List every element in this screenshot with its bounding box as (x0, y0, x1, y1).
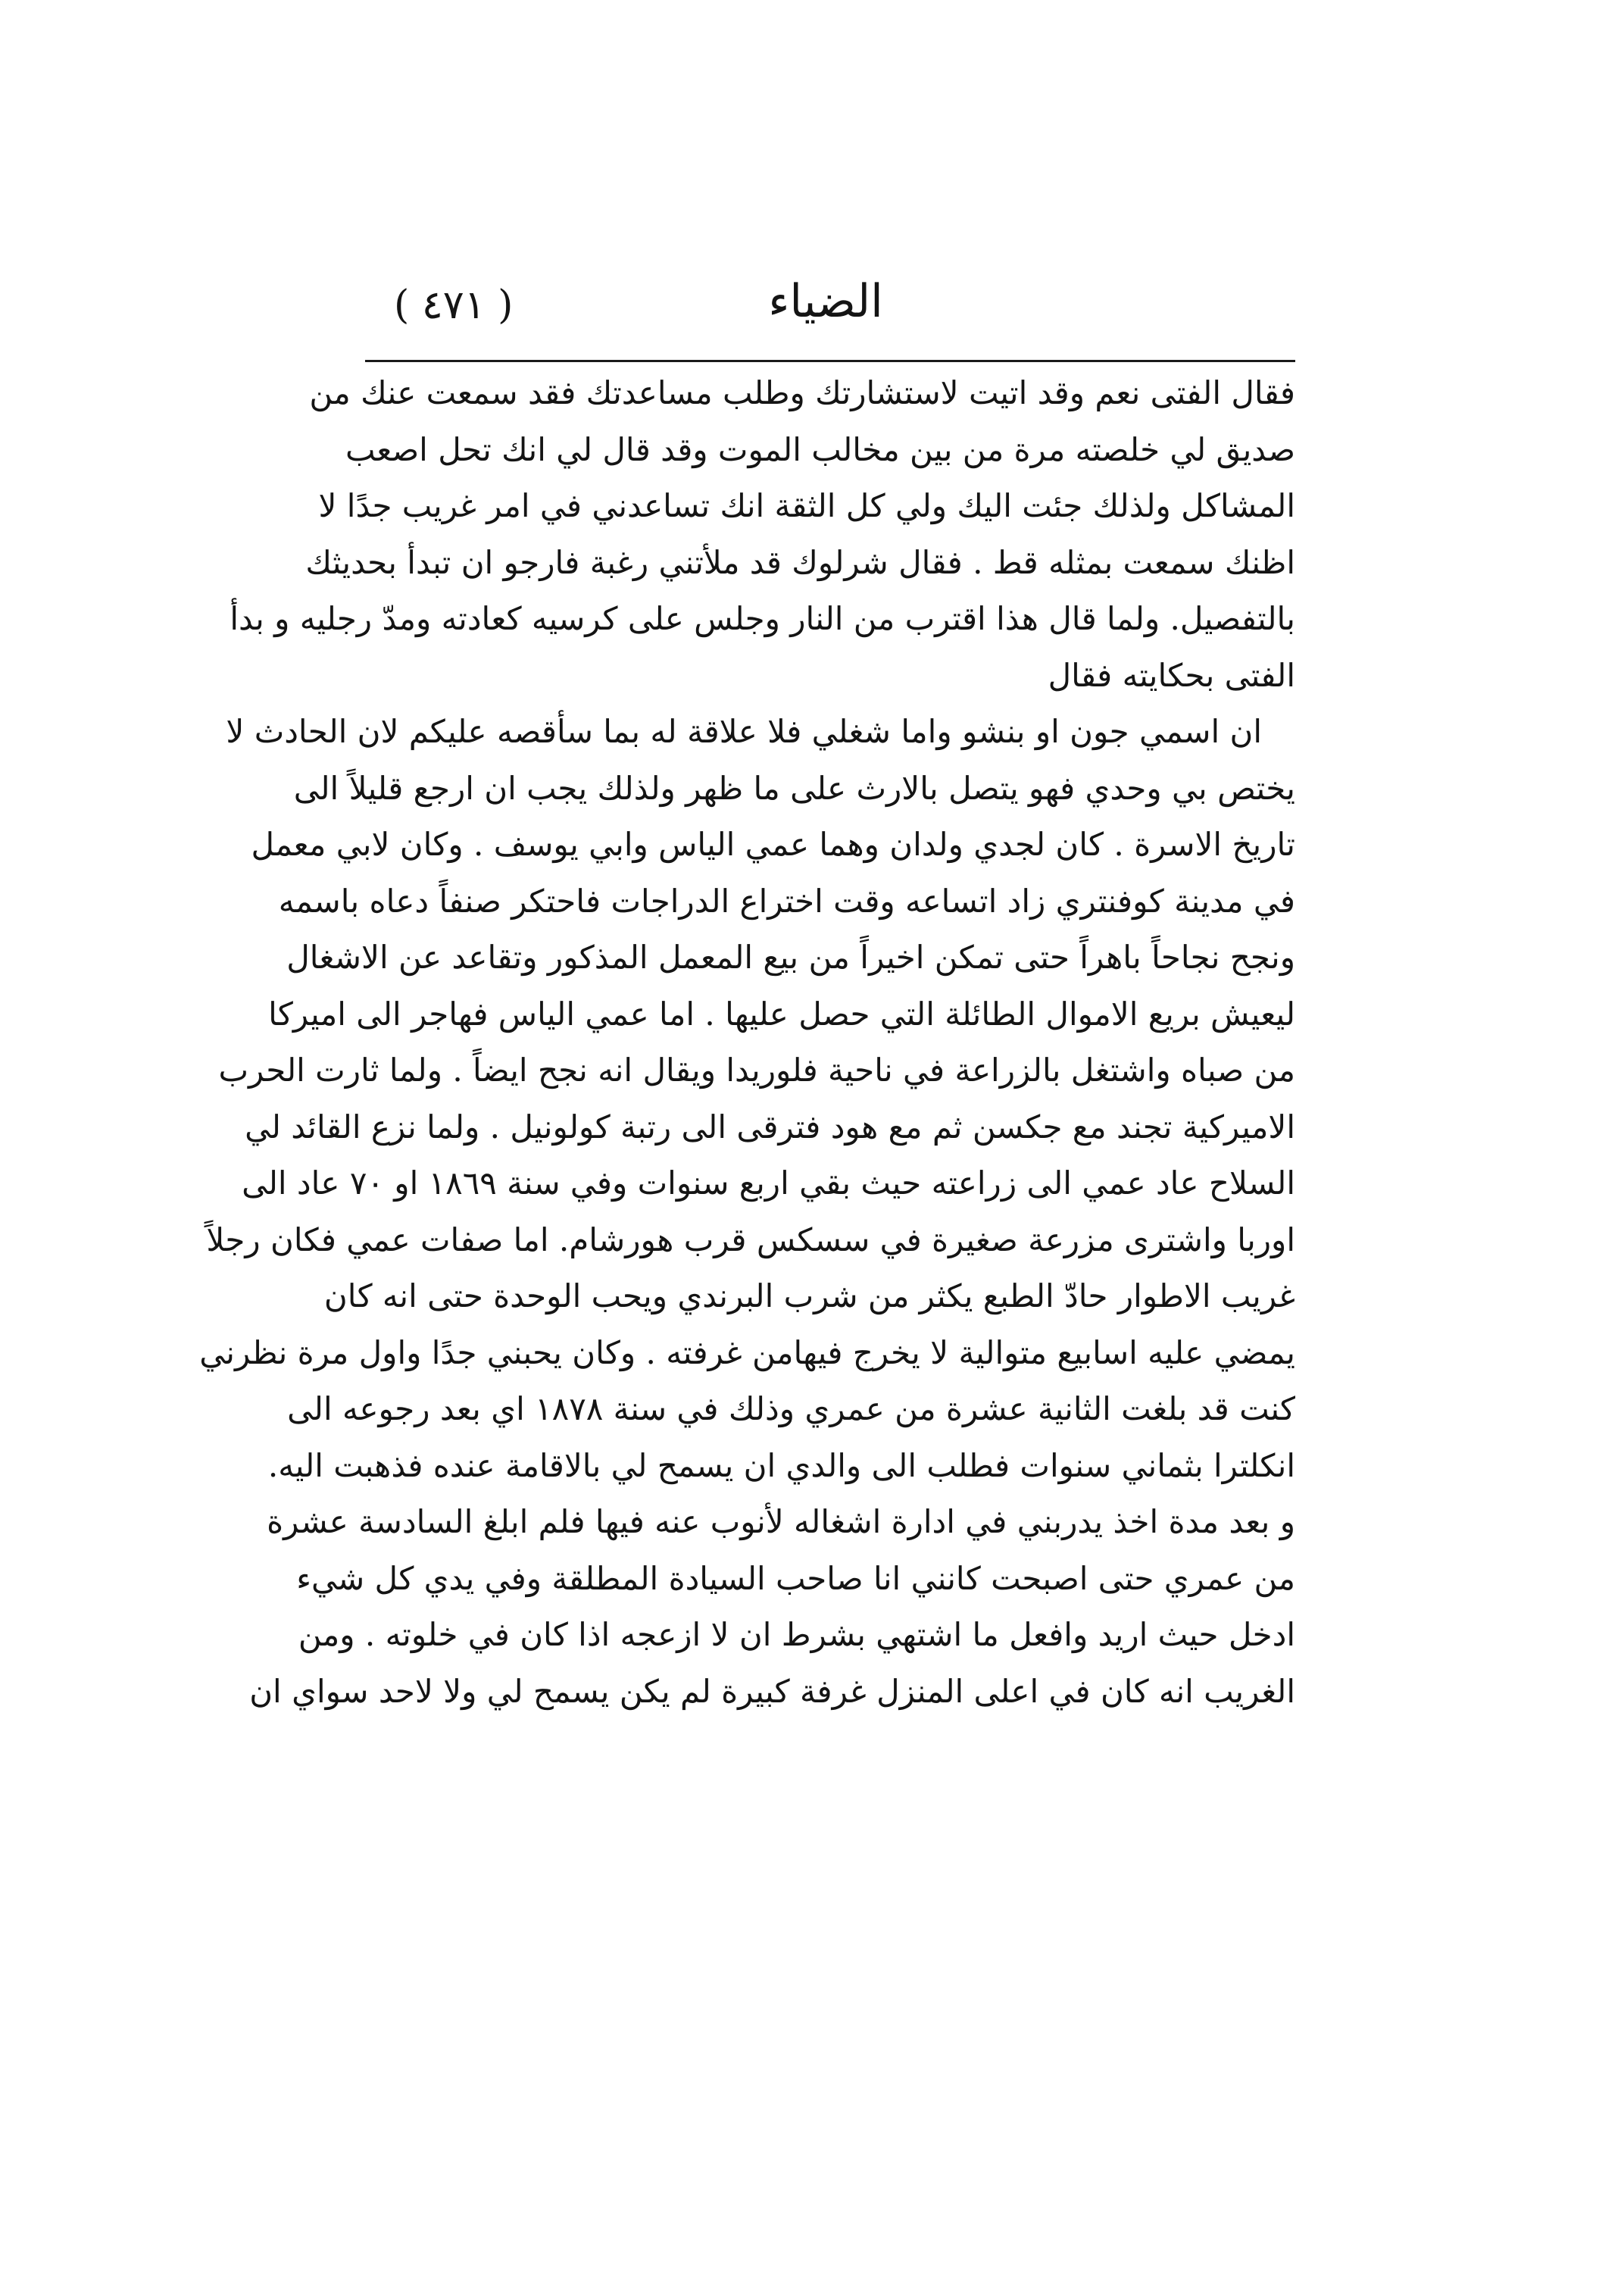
text-line: الفتى بحكايته فقال (1048, 656, 1295, 694)
text-line: فقال الفتى نعم وقد اتيت لاستشارتك وطلب مساعدتك فقد سمعت عنك من (309, 374, 1295, 411)
text-line: من صباه واشتغل بالزراعة في ناحية فلوريدا ويقال انه نجح ايضاً . ولما ثارت الحرب (218, 1052, 1295, 1089)
running-title: الضياء (768, 275, 883, 328)
text-line: انكلترا بثماني سنوات فطلب الى والدي ان يسمح لي بالاقامة عنده فذهبت اليه. (267, 1446, 1295, 1484)
text-line: الاميركية تجند مع جكسن ثم مع هود فترقى الى رتبة كولونيل . ولما نزع القائد لي (245, 1108, 1295, 1146)
body-text (199, 365, 1295, 1720)
text-line: غريب الاطوار حادّ الطبع يكثر من شرب البرندي ويحب الوحدة حتى انه كان (323, 1277, 1295, 1314)
text-line: في مدينة كوفنتري زاد اتساعه وقت اختراع الدراجات فاحتكر صنفاً دعاه باسمه (278, 882, 1295, 920)
page-number: ( ٤٧١ ) (394, 283, 514, 328)
text-line: اوربا واشترى مزرعة صغيرة في سسكس قرب هورشام. اما صفات عمي فكان رجلاً (206, 1221, 1295, 1258)
text-line: اظنك سمعت بمثله قط . فقال شرلوك قد ملأتني رغبة فارجو ان تبدأ بحديثك (305, 543, 1295, 581)
text-line: من عمري حتى اصبحت كانني انا صاحب السيادة المطلقة وفي يدي كل شيء (296, 1559, 1295, 1597)
text-line: يختص بي وحدي فهو يتصل بالارث على ما ظهر ولذلك يجب ان ارجع قليلاً الى (293, 769, 1295, 807)
text-line: المشاكل ولذلك جئت اليك ولي كل الثقة انك تساعدني في امر غريب جدًا لا (318, 487, 1295, 524)
text-line: كنت قد بلغت الثانية عشرة من عمري وذلك في سنة ١٨٧٨ اي بعد رجوعه الى (287, 1390, 1295, 1427)
header-rule (365, 360, 1295, 362)
text-line: ان اسمي جون او بنشو واما شغلي فلا علاقة له بما سأقصه عليكم لان الحادث لا (226, 713, 1262, 750)
text-line: يمضي عليه اسابيع متوالية لا يخرج فيهامن غرفته . وكان يحبني جدًا واول مرة نظرني (199, 1333, 1295, 1371)
text-line: السلاح عاد عمي الى زراعته حيث بقي اربع سنوات وفي سنة ١٨٦٩ او ٧٠ عاد الى (242, 1164, 1295, 1202)
text-line: تاريخ الاسرة . كان لجدي ولدان وهما عمي الياس وابي يوسف . وكان لابي معمل (251, 826, 1295, 863)
page-header (356, 261, 1295, 352)
text-line: ونجح نجاحاً باهراً حتى تمكن اخيراً من بيع المعمل المذكور وتقاعد عن الاشغال (286, 939, 1295, 976)
text-line: صديق لي خلصته مرة من بين مخالب الموت وقد قال لي انك تحل اصعب (345, 430, 1295, 468)
text-line: ادخل حيث اريد وافعل ما اشتهي بشرط ان لا ازعجه اذا كان في خلوته . ومن (298, 1616, 1295, 1653)
text-line: بالتفصيل. ولما قال هذا اقترب من النار وجلس على كرسيه كعادته ومدّ رجليه و بدأ (230, 600, 1295, 637)
text-line: ليعيش بريع الاموال الطائلة التي حصل عليها . اما عمي الياس فهاجر الى اميركا (268, 995, 1295, 1033)
text-line: الغريب انه كان في اعلى المنزل غرفة كبيرة لم يكن يسمح لي ولا لاحد سواي ان (249, 1672, 1295, 1710)
text-line: و بعد مدة اخذ يدربني في ادارة اشغاله لأنوب عنه فيها فلم ابلغ السادسة عشرة (267, 1503, 1295, 1540)
